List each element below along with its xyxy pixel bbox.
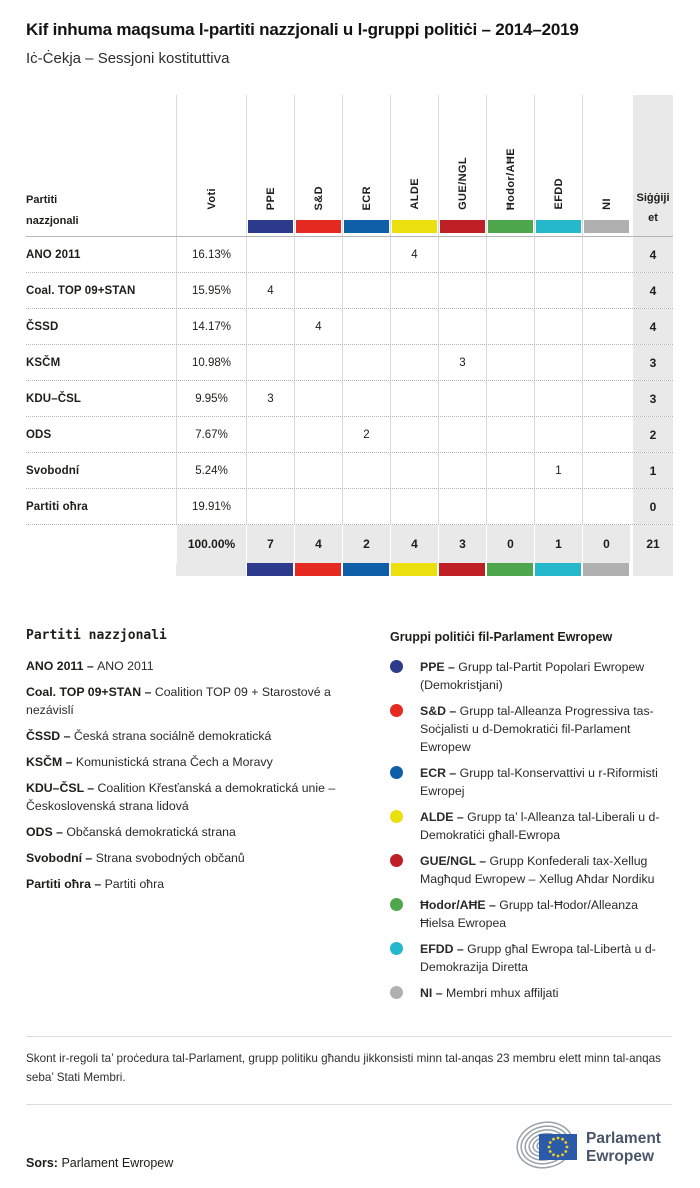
national-parties-legend	[26, 628, 362, 1010]
total-group-seats-cell: 0	[486, 525, 534, 563]
group-seats-cell: 2	[342, 417, 390, 452]
party-name-cell: KSČM	[26, 356, 61, 369]
party-legend-desc: ANO 2011	[97, 659, 154, 673]
table-row	[26, 273, 673, 309]
column-header-party	[26, 95, 176, 236]
group-abbr-label: PPE	[264, 186, 277, 210]
party-legend-item	[26, 779, 362, 815]
group-seats-cell	[342, 345, 390, 380]
group-legend-desc: Membri mhux affiljati	[445, 986, 559, 1000]
group-seats-cell	[486, 309, 534, 344]
group-seats-cell	[294, 345, 342, 380]
group-seats-cell	[342, 309, 390, 344]
table-row	[26, 417, 673, 453]
group-seats-cell	[582, 273, 630, 308]
group-seats-cell	[534, 309, 582, 344]
european-parliament-logo-svg	[514, 1117, 672, 1173]
total-seats-cell: 21	[630, 525, 673, 563]
results-table	[26, 95, 673, 576]
group-legend-item	[390, 984, 672, 1002]
group-color-bar	[582, 563, 630, 576]
party-name-cell: KDU–ČSL	[26, 392, 82, 405]
group-legend-item	[390, 808, 672, 844]
group-seats-cell	[486, 417, 534, 452]
group-seats-cell: 4	[390, 237, 438, 272]
group-seats-cell	[534, 273, 582, 308]
party-legend-item	[26, 683, 362, 719]
party-legend-item	[26, 823, 362, 841]
group-legend-item	[390, 658, 672, 694]
votes-cell: 7.67%	[176, 417, 246, 452]
seats-cell: 4	[630, 273, 673, 308]
group-seats-cell	[582, 417, 630, 452]
group-seats-cell	[294, 417, 342, 452]
page-title: Kif inhuma maqsuma l-partiti nazzjonali u l-gruppi politiċi – 2014–2019	[26, 20, 579, 39]
votes-cell: 15.95%	[176, 273, 246, 308]
group-seats-cell	[246, 237, 294, 272]
group-seats-cell	[486, 489, 534, 524]
votes-cell: 14.17%	[176, 309, 246, 344]
group-legend-abbr: PPE –	[420, 660, 459, 674]
group-abbr-label: ALDE	[408, 178, 421, 210]
party-legend-abbr: ODS –	[26, 825, 67, 839]
national-parties-legend-heading: Partiti nazzjonali	[26, 628, 167, 643]
legends-section	[26, 628, 672, 1010]
group-seats-cell	[438, 237, 486, 272]
footer	[26, 1115, 672, 1178]
group-color-bar	[488, 220, 533, 233]
party-legend-abbr: ANO 2011 –	[26, 659, 98, 673]
party-legend-desc: Komunistická strana Čech a Moravy	[75, 755, 273, 769]
group-color-bar	[438, 563, 486, 576]
party-legend-desc: Partiti oħra	[104, 877, 165, 891]
group-seats-cell	[582, 489, 630, 524]
group-legend-color-dot	[390, 854, 403, 867]
group-color-bar	[248, 220, 293, 233]
group-seats-cell	[246, 417, 294, 452]
european-parliament-logo	[514, 1117, 672, 1178]
group-seats-cell	[486, 453, 534, 488]
group-abbr-label: Ħodor/AĦE	[504, 147, 517, 210]
group-seats-cell	[438, 417, 486, 452]
group-seats-cell: 1	[534, 453, 582, 488]
group-legend-desc: Grupp għal Ewropa tal-Libertà u d-Demokrazija Diretta	[420, 942, 656, 974]
group-color-bar	[536, 220, 581, 233]
group-abbr-label: S&D	[312, 185, 325, 210]
party-legend-desc: Česká strana sociálně demokratická	[73, 729, 272, 743]
group-seats-cell	[390, 381, 438, 416]
group-legend-item	[390, 852, 672, 888]
total-group-seats-cell: 3	[438, 525, 486, 563]
table-total-row	[26, 525, 673, 563]
group-color-bar	[390, 563, 438, 576]
group-seats-cell	[534, 417, 582, 452]
seats-cell: 2	[630, 417, 673, 452]
group-seats-cell	[390, 309, 438, 344]
group-color-bar	[486, 563, 534, 576]
group-seats-cell	[342, 273, 390, 308]
group-seats-cell	[294, 237, 342, 272]
group-seats-cell: 3	[438, 345, 486, 380]
group-color-bar	[440, 220, 485, 233]
group-legend-item	[390, 896, 672, 932]
group-color-bar	[296, 220, 341, 233]
source-value: Parlament Ewropew	[61, 1155, 174, 1170]
group-seats-cell	[294, 489, 342, 524]
total-group-seats-cell: 4	[294, 525, 342, 563]
group-seats-cell	[246, 489, 294, 524]
group-legend-item	[390, 702, 672, 756]
seats-column-label: Siġġijiet	[636, 192, 670, 224]
party-legend-abbr: Partiti oħra –	[26, 877, 105, 891]
table-row	[26, 381, 673, 417]
group-seats-cell	[486, 273, 534, 308]
political-groups-legend	[362, 628, 672, 1010]
group-legend-desc: Grupp ta’ l-Alleanza tal-Liberali u d-Demokratiċi għall-Ewropa	[420, 810, 660, 842]
political-groups-legend-heading: Gruppi politiċi fil-Parlament Ewropew	[390, 630, 613, 644]
party-legend-item	[26, 849, 362, 867]
group-legend-desc: Grupp tal-Konservattivi u r-Riformisti Ewropej	[420, 766, 658, 798]
group-seats-cell: 4	[294, 309, 342, 344]
column-header-group	[486, 95, 534, 236]
group-seats-cell	[438, 273, 486, 308]
party-name-cell: ODS	[26, 428, 52, 441]
divider-bottom	[26, 1104, 672, 1105]
group-seats-cell	[438, 381, 486, 416]
table-header-row	[26, 95, 673, 237]
group-seats-cell	[294, 453, 342, 488]
group-color-bar	[342, 563, 390, 576]
seats-cell: 3	[630, 345, 673, 380]
party-legend-abbr: Coal. TOP 09+STAN –	[26, 685, 155, 699]
source-label: Sors:	[26, 1155, 58, 1170]
group-legend-abbr: ALDE –	[420, 810, 468, 824]
group-legend-desc: Grupp tal-Partit Popolari Ewropew (Demokristjani)	[420, 660, 645, 692]
group-seats-cell	[534, 237, 582, 272]
total-group-seats-cell: 2	[342, 525, 390, 563]
total-group-seats-cell: 4	[390, 525, 438, 563]
party-legend-abbr: KDU–ČSL –	[26, 781, 98, 795]
party-legend-desc: Strana svobodných občanů	[95, 851, 245, 865]
group-seats-cell	[294, 273, 342, 308]
group-seats-cell	[390, 273, 438, 308]
group-legend-abbr: NI –	[420, 986, 446, 1000]
table-row	[26, 489, 673, 525]
column-header-group	[342, 95, 390, 236]
group-legend-abbr: GUE/NGL –	[420, 854, 490, 868]
votes-cell: 16.13%	[176, 237, 246, 272]
group-seats-cell	[294, 381, 342, 416]
table-row	[26, 345, 673, 381]
group-seats-cell	[246, 309, 294, 344]
group-legend-item	[390, 940, 672, 976]
total-blank-cell	[26, 525, 176, 563]
party-legend-item	[26, 875, 362, 893]
group-seats-cell	[390, 417, 438, 452]
seats-cell: 0	[630, 489, 673, 524]
group-legend-color-dot	[390, 898, 403, 911]
group-legend-color-dot	[390, 766, 403, 779]
group-seats-cell	[582, 453, 630, 488]
table-body	[26, 237, 673, 576]
table-row	[26, 309, 673, 345]
group-seats-cell	[582, 237, 630, 272]
group-color-bar	[392, 220, 437, 233]
party-name-cell: ČSSD	[26, 320, 59, 333]
group-seats-cell	[582, 381, 630, 416]
party-name-cell: Partiti oħra	[26, 500, 88, 513]
column-header-seats	[630, 95, 673, 236]
group-seats-cell: 4	[246, 273, 294, 308]
group-color-bar	[584, 220, 629, 233]
group-seats-cell	[438, 309, 486, 344]
group-legend-color-dot	[390, 704, 403, 717]
column-header-group	[246, 95, 294, 236]
group-seats-cell	[342, 237, 390, 272]
group-seats-cell	[246, 345, 294, 380]
group-color-bar	[534, 563, 582, 576]
party-name-cell: Coal. TOP 09+STAN	[26, 284, 136, 297]
group-seats-cell: 3	[246, 381, 294, 416]
column-header-group	[438, 95, 486, 236]
voti-column-label: Voti	[205, 188, 218, 210]
total-group-seats-cell: 0	[582, 525, 630, 563]
group-abbr-label: EFDD	[552, 178, 565, 210]
party-legend-item	[26, 657, 362, 675]
seats-cell: 3	[630, 381, 673, 416]
group-seats-cell	[438, 453, 486, 488]
source-line	[26, 1156, 173, 1170]
group-seats-cell	[534, 381, 582, 416]
group-abbr-label: NI	[600, 198, 613, 210]
group-seats-cell	[486, 237, 534, 272]
votes-cell: 19.91%	[176, 489, 246, 524]
group-abbr-label: ECR	[360, 185, 373, 210]
votes-cell: 9.95%	[176, 381, 246, 416]
group-seats-cell	[438, 489, 486, 524]
group-legend-abbr: Ħodor/AĦE –	[420, 898, 500, 912]
group-legend-desc: Grupp tal-Ħodor/Alleanza Ħielsa Ewropea	[420, 898, 639, 930]
group-seats-cell	[486, 381, 534, 416]
party-legend-item	[26, 753, 362, 771]
group-color-bar	[294, 563, 342, 576]
table-bottom-bar-row	[26, 563, 673, 576]
votes-cell: 10.98%	[176, 345, 246, 380]
group-seats-cell	[246, 453, 294, 488]
party-column-label: Partiti nazzjonali	[26, 194, 79, 227]
votes-cell: 5.24%	[176, 453, 246, 488]
divider-top	[26, 1036, 672, 1037]
seats-cell: 4	[630, 237, 673, 272]
group-legend-color-dot	[390, 942, 403, 955]
table-row	[26, 453, 673, 489]
seats-cell: 4	[630, 309, 673, 344]
party-legend-abbr: KSČM –	[26, 755, 76, 769]
group-seats-cell	[342, 381, 390, 416]
group-legend-abbr: S&D –	[420, 704, 460, 718]
party-legend-item	[26, 727, 362, 745]
logo-text-line2: Ewropew	[586, 1147, 655, 1165]
total-group-seats-cell: 7	[246, 525, 294, 563]
group-legend-color-dot	[390, 810, 403, 823]
total-votes-cell: 100.00%	[176, 525, 246, 563]
column-header-group	[582, 95, 630, 236]
logo-text-line1: Parlament	[586, 1129, 661, 1147]
group-legend-abbr: EFDD –	[420, 942, 468, 956]
group-color-bar	[246, 563, 294, 576]
group-seats-cell	[582, 345, 630, 380]
column-header-group	[294, 95, 342, 236]
party-name-cell: ANO 2011	[26, 248, 81, 261]
group-seats-cell	[534, 345, 582, 380]
group-legend-color-dot	[390, 986, 403, 999]
group-seats-cell	[390, 453, 438, 488]
group-color-bar	[344, 220, 389, 233]
party-legend-desc: Coalition Křesťanská a demokratická unie – Československá strana lidová	[26, 781, 336, 813]
column-header-voti	[176, 95, 246, 236]
party-legend-desc: Coalition TOP 09 + Starostové a nezávislí	[26, 685, 331, 717]
column-header-group	[390, 95, 438, 236]
group-seats-cell	[582, 309, 630, 344]
party-legend-abbr: Svobodní –	[26, 851, 96, 865]
group-abbr-label: GUE/NGL	[456, 157, 469, 210]
page-subtitle: Iċ-Ċekja – Sessjoni kostituttiva	[26, 50, 230, 67]
party-name-cell: Svobodní	[26, 464, 80, 477]
party-legend-abbr: ČSSD –	[26, 729, 74, 743]
group-legend-item	[390, 764, 672, 800]
group-legend-color-dot	[390, 660, 403, 673]
group-legend-abbr: ECR –	[420, 766, 460, 780]
column-header-group	[534, 95, 582, 236]
footnote: Skont ir-regoli ta’ proċedura tal-Parlament, grupp politiku għandu jikkonsisti minn tal-anqas 23 membru elett minn tal-anqas seba’ Stati Membri.	[26, 1052, 661, 1085]
table-row	[26, 237, 673, 273]
group-seats-cell	[342, 453, 390, 488]
seats-cell: 1	[630, 453, 673, 488]
group-seats-cell	[534, 489, 582, 524]
total-group-seats-cell: 1	[534, 525, 582, 563]
group-seats-cell	[342, 489, 390, 524]
party-legend-desc: Občanská demokratická strana	[66, 825, 236, 839]
eu-flag	[539, 1134, 577, 1160]
group-legend-desc: Grupp tal-Alleanza Progressiva tas-Soċjalisti u d-Demokratiċi fil-Parlament Ewropew	[420, 704, 654, 754]
group-seats-cell	[390, 345, 438, 380]
group-seats-cell	[390, 489, 438, 524]
group-legend-desc: Grupp Konfederali tax-Xellug Magħqud Ewropew – Xellug Aħdar Nordiku	[420, 854, 655, 886]
group-seats-cell	[486, 345, 534, 380]
